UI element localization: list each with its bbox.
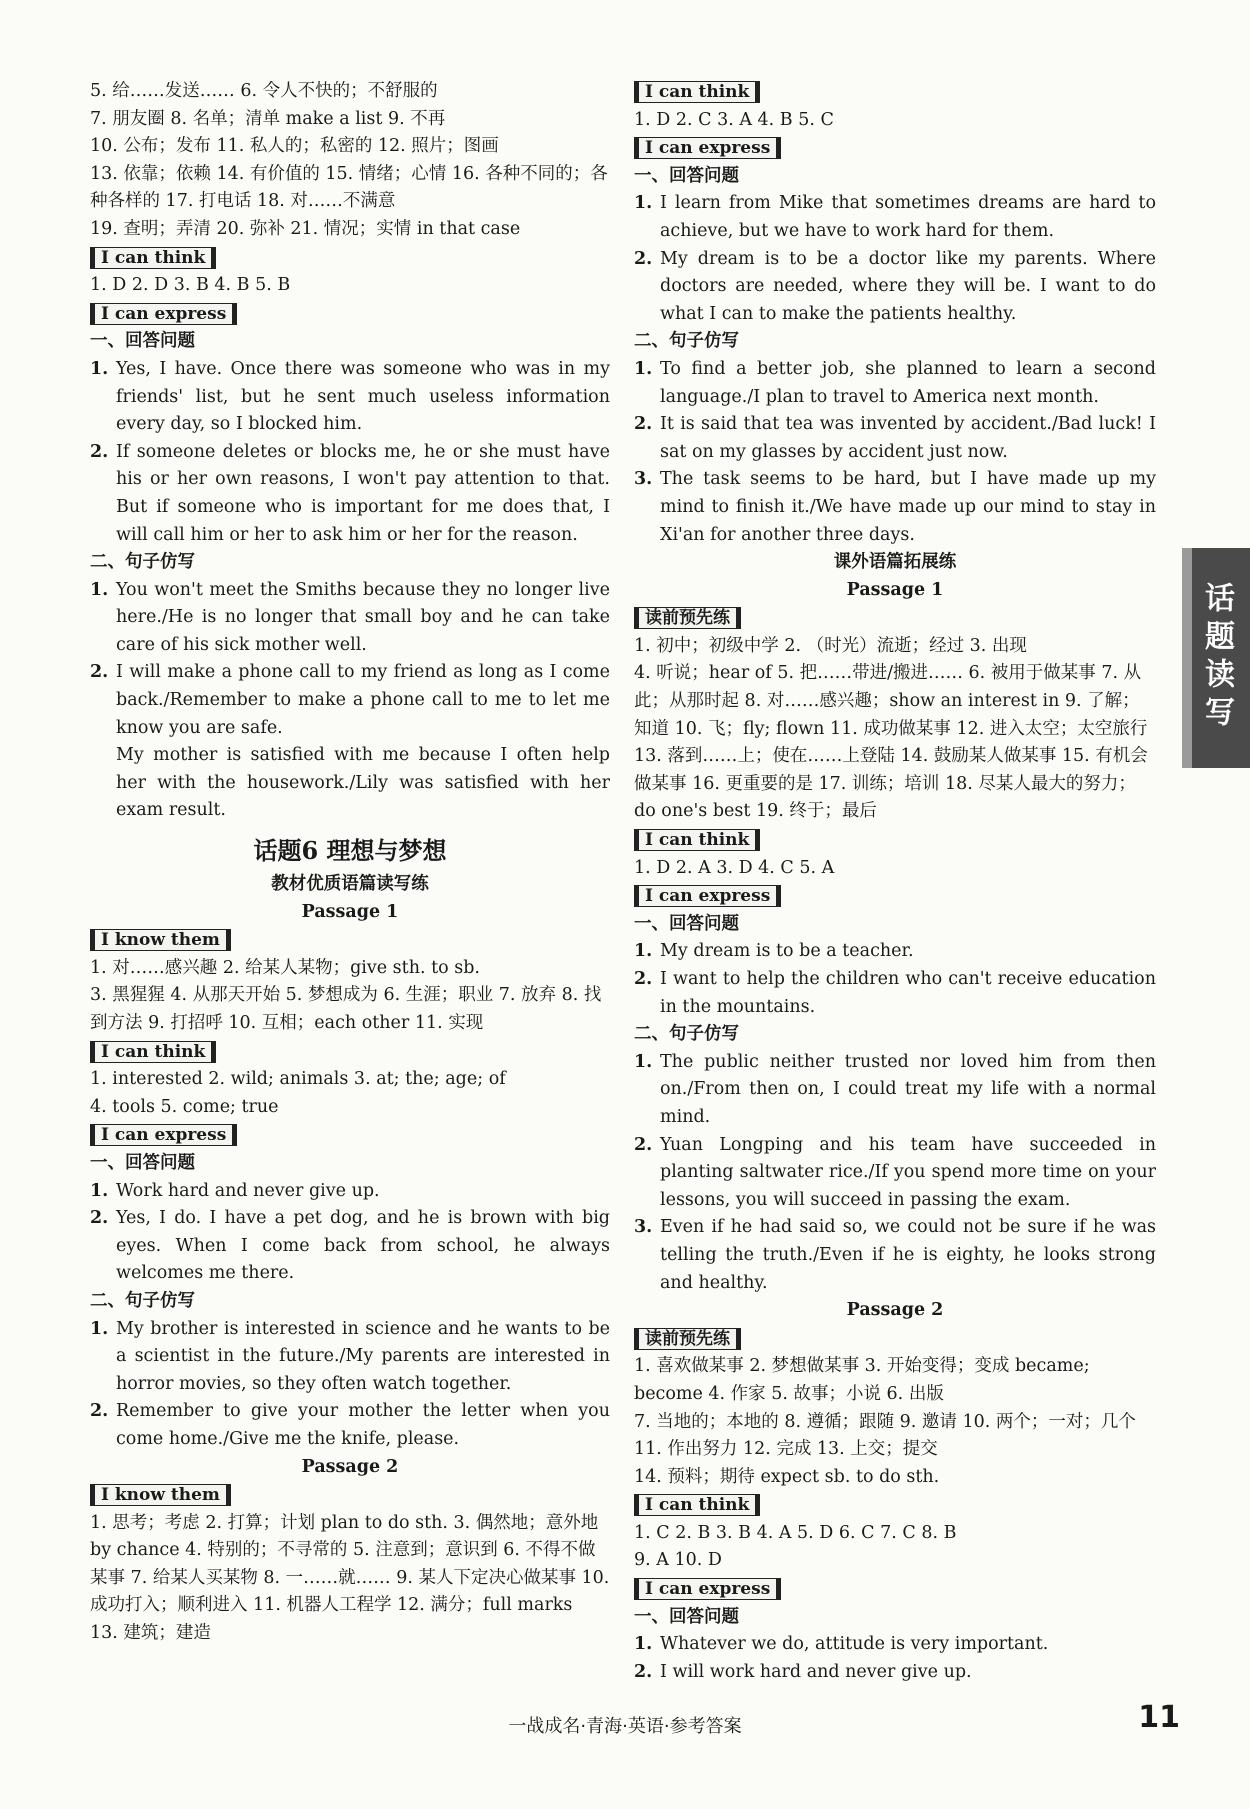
item-number: 2. [90,662,109,683]
answer-item [90,1398,610,1453]
side-tab-topic-reading-writing: 话题读写 [1182,548,1250,768]
item-text: Whatever we do, attitude is very important. [660,1634,1049,1655]
answer-item [634,356,1156,411]
section-title: Passage 1 [301,901,399,922]
item-text: I will work hard and never give up. [660,1661,972,1682]
section-tag: I can express [634,885,781,907]
section-tag-row [634,78,1156,107]
section-tag: I can think [634,81,760,103]
answer-line: 1. 喜欢做某事 2. 梦想做某事 3. 开始变得；变成 became; become 4. 作家 5. 故事；小说 6. 出版 [634,1356,1090,1404]
item-number: 2. [90,1401,109,1422]
item-text: Remember to give your mother the letter when you come home./Give me the knife, please. [116,1401,610,1449]
item-number: 3. [634,1217,653,1238]
item-number: 1. [90,1318,109,1339]
item-text: I want to help the children who can't receive education in the mountains. [660,969,1156,1017]
item-number: 1. [634,1051,653,1072]
answer-item [634,966,1156,1021]
item-text: You won't meet the Smiths because they no longer live here./He is no longer that small boy and he can take care of his sick mother well. [116,579,610,655]
answer-line: 14. 预料；期待 expect sb. to do sth. [634,1466,940,1487]
answer-item [634,1214,1156,1297]
answer-item [90,742,610,825]
item-number: 3. [634,469,653,490]
item-number: 1. [634,1634,653,1655]
answer-item [90,1316,610,1399]
answer-line: 4. 听说；hear of 5. 把……带进/搬进…… 6. 被用于做某事 7. 从此；从那时起 8. 对……感兴趣；show an interest in 9. 了解；知道 10. 飞；fly; flown 11. 成功做某事 12. 进入太空；太空旅行 13. 落到……上；使在……上登陆 14. 鼓励某人做某事 15. 有机会做某事 16. 更重要的是 17. 训练；培训 18. 尽某人最大的努力；do one's best 19. 终于；最后 [634,663,1148,822]
answer-line: 4. tools 5. come; true [90,1096,279,1117]
subsection-heading: 二、句子仿写 [90,1290,195,1311]
answer-line: 9. A 10. D [634,1550,722,1571]
answer-line: 7. 当地的；本地的 8. 遵循；跟随 9. 邀请 10. 两个；一对；几个 11. 作出努力 12. 完成 13. 上交；提交 [634,1411,1136,1460]
section-tag-row [90,244,610,273]
item-text: If someone deletes or blocks me, he or she must have his or her own reasons, I won't pay attention to that. But if someone who is important for me does that, I will call him or her to ask him or her for the reason. [116,441,610,545]
answer-line: 13. 建筑；建造 [90,1623,211,1644]
item-text: The public neither trusted nor loved him from then on./From then on, I could treat my life with a normal mind. [660,1051,1156,1127]
answer-line: 1. C 2. B 3. B 4. A 5. D 6. C 7. C 8. B [634,1522,957,1543]
section-tag-row [90,1121,610,1150]
section-tag-row [90,300,610,329]
answer-line: 19. 查明；弄清 20. 弥补 21. 情况；实情 in that case [90,218,521,239]
item-number: 1. [634,193,653,214]
section-tag-row [634,1325,1156,1354]
item-number: 1. [90,1180,109,1201]
answer-item [90,356,610,439]
item-number: 2. [634,414,653,435]
answer-item [634,411,1156,466]
answer-item [634,190,1156,245]
section-tag-row [634,1575,1156,1604]
item-number: 2. [90,1208,109,1229]
answer-line: 13. 依靠；依赖 14. 有价值的 15. 情绪；心情 16. 各种不同的；各种各样的 17. 打电话 18. 对……不满意 [90,163,608,212]
item-text: My dream is to be a teacher. [660,941,914,962]
section-tag-row [90,926,610,955]
section-tag-row [634,604,1156,633]
answer-line: 1. 初中；初级中学 2. （时光）流逝；经过 3. 出现 [634,635,1027,656]
item-text: Work hard and never give up. [116,1180,380,1201]
subsection-heading: 二、句子仿写 [634,1024,739,1045]
answer-item [634,1049,1156,1132]
section-tag-row [90,1481,610,1510]
item-text: Yuan Longping and his team have succeeded in planting saltwater rice./If you spend more time on your lessons, you will succeed in passing the exam. [660,1134,1156,1210]
item-text: The task seems to be hard, but I have made up my mind to finish it./We have made up our mind to stay in Xi'an for another three days. [660,469,1156,545]
section-tag: I can express [90,303,237,325]
item-text: Yes, I have. Once there was someone who was in my friends' list, but he sent much useless information every day, so I blocked him. [116,358,610,435]
subsection-heading: 一、回答问题 [634,165,739,186]
item-number: 1. [634,941,653,962]
section-tag: I know them [90,929,231,951]
item-number: 1. [90,579,109,600]
section-title: Passage 2 [301,1456,399,1477]
item-number [90,742,116,825]
section-tag-row [634,134,1156,163]
answer-item [90,439,610,549]
answer-item [634,938,1156,966]
answer-item [634,1631,1156,1659]
answer-item [634,246,1156,329]
item-number: 2. [634,969,653,989]
section-title: 课外语篇拓展练 [833,552,957,573]
item-text: My brother is interested in science and he wants to be a scientist in the future./My parents are interested in horror movies, so they often watch together. [116,1318,610,1394]
answer-line: 1. 对……感兴趣 2. 给某人某物；give sth. to sb. [90,957,480,978]
item-text: I will make a phone call to my friend as long as I come back./Remember to make a phone call to me to let me know you are safe. [116,662,610,738]
answer-line: 1. D 2. C 3. A 4. B 5. C [634,109,834,130]
answer-line: 1. 思考；考虑 2. 打算；计划 plan to do sth. 3. 偶然地；意外地 by chance 4. 特别的；不寻常的 5. 注意到；意识到 6. 不得不做某事 7. 给某人买某物 8. 一……就…… 9. 某人下定决心做某事 10. 成功打入；顺利进入 11. 机器人工程学 12. 满分；full marks [90,1512,610,1616]
answer-item [634,1132,1156,1215]
section-tag-row [634,882,1156,911]
right-column [634,78,1156,1686]
item-number: 2. [634,1134,653,1155]
item-number: 2. [634,1661,653,1682]
section-tag-row [634,1491,1156,1520]
answer-item [634,466,1156,549]
item-text: I learn from Mike that sometimes dreams are hard to achieve, but we have to work hard for them. [660,193,1156,241]
section-title: 教材优质语篇读写练 [271,874,429,895]
subsection-heading: 一、回答问题 [634,1606,739,1627]
item-number: 2. [634,248,653,269]
item-number: 1. [634,358,653,379]
section-tag: I can think [90,1041,216,1063]
subsection-heading: 二、句子仿写 [90,552,195,573]
page-footer: 一战成名·青海·英语·参考答案 [508,1716,742,1737]
section-tag: I can think [90,247,216,269]
item-text: My mother is satisfied with me because I often help her with the housework./Lily was satisfied with her exam result. [116,745,610,821]
answer-line: 1. D 2. A 3. D 4. C 5. A [634,857,835,878]
section-tag: I can express [90,1124,237,1146]
item-text: Even if he had said so, we could not be sure if he was telling the truth./Even if he is eighty, he looks strong and healthy. [660,1217,1156,1293]
subsection-heading: 一、回答问题 [90,1152,195,1173]
answer-line: 1. D 2. D 3. B 4. B 5. B [90,275,291,296]
section-tag: 读前预先练 [634,1328,741,1350]
section-title: Passage 2 [846,1300,944,1321]
answer-line: 10. 公布；发布 11. 私人的；私密的 12. 照片；图画 [90,136,499,157]
topic-title: 话题6 理想与梦想 [253,836,447,866]
section-tag: 读前预先练 [634,607,741,629]
section-tag: I know them [90,1484,231,1506]
item-number: 2. [90,441,109,462]
section-tag: I can express [634,137,781,159]
answer-item [90,1205,610,1288]
item-text: To find a better job, she planned to learn a second language./I plan to travel to America next month. [660,358,1156,407]
section-tag-row [634,826,1156,855]
answer-line: 1. interested 2. wild; animals 3. at; the; age; of [90,1069,506,1090]
answer-item [90,577,610,660]
section-tag: I can think [634,829,760,851]
section-tag: I can think [634,1494,760,1516]
item-text: It is said that tea was invented by accident./Bad luck! I sat on my glasses by accident just now. [660,414,1156,462]
answer-item [90,1178,610,1206]
left-column [90,78,610,1648]
subsection-heading: 二、句子仿写 [634,331,739,352]
item-text: My dream is to be a doctor like my parents. Where doctors are needed, where they will be. I want to do what I can to make the patients healthy. [660,248,1156,324]
answer-item [634,1659,1156,1687]
item-number: 1. [90,358,109,379]
answer-line: 7. 朋友圈 8. 名单；清单 make a list 9. 不再 [90,108,446,129]
answer-item [90,659,610,742]
answer-line: 5. 给……发送…… 6. 令人不快的；不舒服的 [90,81,438,101]
section-tag-row [90,1038,610,1067]
answer-line: 3. 黑猩猩 4. 从那天开始 5. 梦想成为 6. 生涯；职业 7. 放弃 8. 找到方法 9. 打招呼 10. 互相；each other 11. 实现 [90,985,602,1033]
section-title: Passage 1 [846,579,944,600]
section-tag: I can express [634,1578,781,1600]
page-number: 11 [1138,1700,1180,1735]
item-text: Yes, I do. I have a pet dog, and he is brown with big eyes. When I come back from school, he always welcomes me there. [116,1208,610,1284]
subsection-heading: 一、回答问题 [634,913,739,934]
subsection-heading: 一、回答问题 [90,331,195,352]
